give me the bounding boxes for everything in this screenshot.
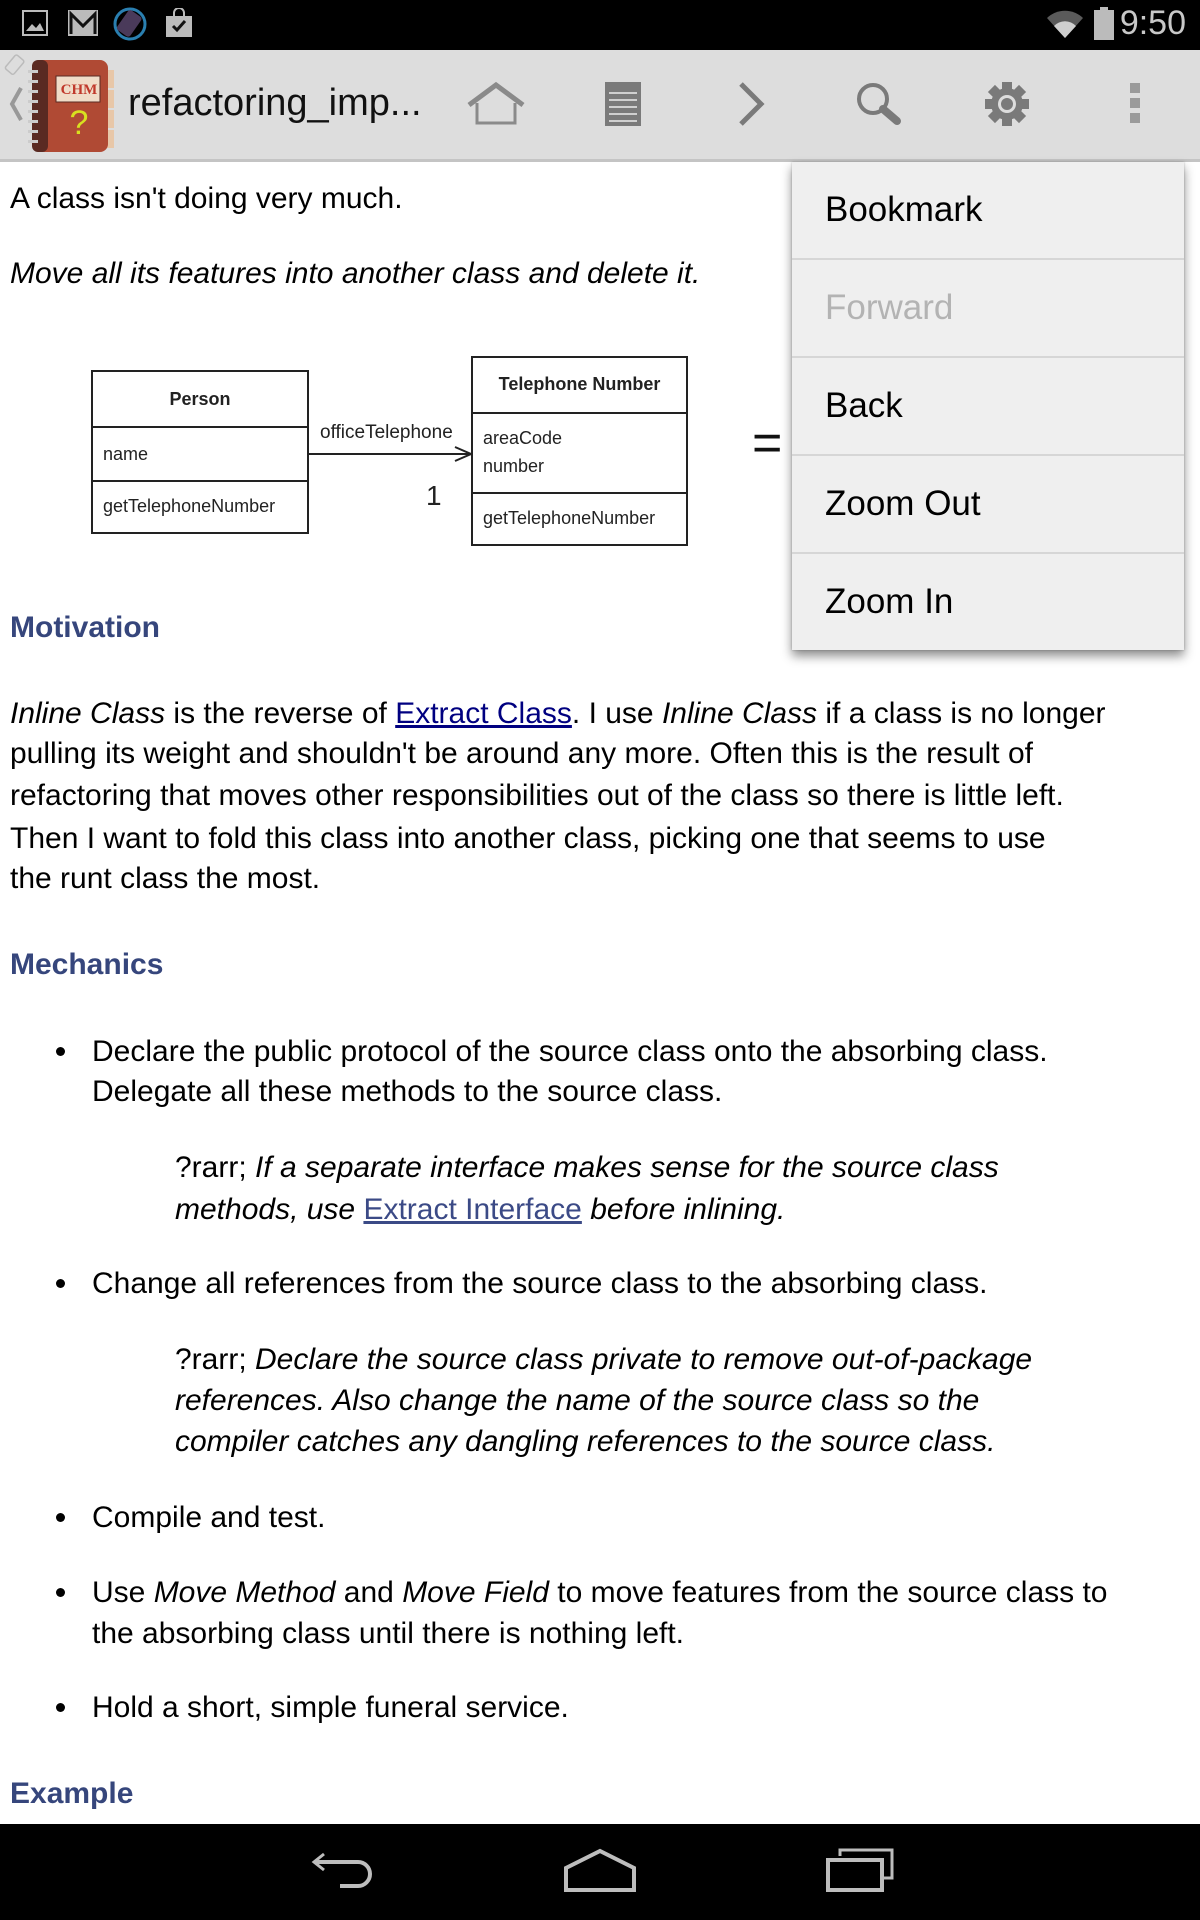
status-bar bbox=[0, 0, 1200, 50]
menu-item-back[interactable]: Back bbox=[792, 358, 1184, 456]
bullet-icon bbox=[56, 1279, 65, 1288]
bullet-icon bbox=[56, 1703, 65, 1712]
text: Declare the source class private to remove out-of-package bbox=[255, 1343, 1033, 1376]
navigation-bar bbox=[0, 1824, 1200, 1920]
wifi-icon bbox=[1045, 8, 1085, 45]
text: is the reverse of bbox=[165, 697, 396, 730]
text: Use bbox=[92, 1576, 154, 1609]
text: if a class is no longer bbox=[817, 697, 1106, 730]
toc-list-icon bbox=[605, 82, 641, 131]
telephone-attr-areacode: areaCode bbox=[483, 428, 563, 448]
forward-button[interactable] bbox=[695, 50, 807, 162]
forward-chevron-icon bbox=[737, 81, 765, 132]
nav-recent-apps-button[interactable] bbox=[780, 1824, 940, 1920]
motivation-heading: Motivation bbox=[10, 611, 160, 644]
note-2-line-3: compiler catches any dangling references to the source class. bbox=[175, 1425, 996, 1458]
home-icon bbox=[563, 1848, 637, 1897]
bullet-2-line-1: Change all references from the source class to the absorbing class. bbox=[92, 1267, 988, 1300]
telephone-attr-number: number bbox=[483, 456, 545, 476]
settings-gear-icon bbox=[985, 82, 1029, 131]
bullet-1-line-2: Delegate all these methods to the source class. bbox=[92, 1075, 723, 1108]
settings-button[interactable] bbox=[951, 50, 1063, 162]
nav-back-button[interactable] bbox=[263, 1824, 423, 1920]
clock: 9:50 bbox=[1119, 4, 1186, 42]
person-attributes: name bbox=[93, 428, 307, 482]
text: and bbox=[335, 1576, 403, 1609]
menu-item-zoom-out[interactable]: Zoom Out bbox=[792, 456, 1184, 554]
bullet-icon bbox=[56, 1047, 65, 1056]
question-glyph: ? bbox=[69, 104, 89, 142]
motivation-line-4: Then I want to fold this class into another class, picking one that seems to use bbox=[10, 822, 1046, 855]
term-move-field: Move Field bbox=[402, 1576, 549, 1609]
text: methods, use bbox=[175, 1193, 364, 1226]
search-button[interactable] bbox=[823, 50, 935, 162]
person-class-title: Person bbox=[93, 372, 307, 428]
search-icon bbox=[855, 81, 903, 132]
overflow-menu bbox=[792, 162, 1184, 650]
term-inline-class: Inline Class bbox=[10, 697, 166, 730]
extract-interface-link[interactable]: Extract Interface bbox=[363, 1193, 582, 1226]
chm-label: CHM bbox=[60, 82, 98, 98]
extract-class-link[interactable]: Extract Class bbox=[395, 697, 572, 730]
home-icon bbox=[465, 81, 527, 132]
summary-italic-text: Move all its features into another class and delete it. bbox=[10, 257, 701, 290]
mechanics-heading: Mechanics bbox=[10, 948, 164, 981]
text: before inlining. bbox=[581, 1193, 786, 1226]
text: to move features from the source class to bbox=[548, 1576, 1108, 1609]
telephone-attributes bbox=[473, 414, 686, 494]
multiplicity-label: 1 bbox=[426, 480, 442, 511]
motivation-line-2: pulling its weight and shouldn't be around any more. Often this is the result of bbox=[10, 737, 1033, 770]
term-inline-class: Inline Class bbox=[661, 697, 818, 730]
chm-app-icon[interactable] bbox=[28, 58, 116, 154]
note-2-line-1 bbox=[175, 1339, 1032, 1380]
bullet-icon bbox=[56, 1588, 65, 1597]
toc-button[interactable] bbox=[567, 50, 679, 162]
bullet-4-line-1 bbox=[92, 1572, 1107, 1613]
note-1-line-1 bbox=[175, 1147, 999, 1188]
action-bar bbox=[0, 50, 1200, 162]
motivation-line-1 bbox=[10, 693, 1106, 734]
rarr-prefix: ?rarr; bbox=[175, 1343, 256, 1376]
menu-item-zoom-in[interactable]: Zoom In bbox=[825, 582, 954, 621]
association-arrow bbox=[309, 445, 473, 465]
person-class-box bbox=[91, 370, 309, 534]
note-1-line-2 bbox=[175, 1189, 785, 1230]
bullet-1-line-1: Declare the public protocol of the source class onto the absorbing class. bbox=[92, 1035, 1048, 1068]
note-2-line-2: references. Also change the name of the source class so the bbox=[175, 1384, 980, 1417]
overflow-menu-icon bbox=[1130, 83, 1142, 130]
nav-home-button[interactable] bbox=[520, 1824, 680, 1920]
back-icon bbox=[310, 1850, 376, 1895]
bullet-4-line-2: the absorbing class until there is nothing left. bbox=[92, 1617, 685, 1650]
bullet-icon bbox=[56, 1513, 65, 1522]
telephone-methods: getTelephoneNumber bbox=[483, 508, 656, 528]
telephone-class-box bbox=[471, 356, 688, 546]
gallery-icon bbox=[22, 10, 48, 41]
gmail-icon bbox=[68, 10, 98, 41]
text: . I use bbox=[571, 697, 662, 730]
home-button[interactable] bbox=[440, 50, 552, 162]
bullet-3-line-1: Compile and test. bbox=[92, 1501, 326, 1534]
screen-rotate-icon bbox=[4, 54, 26, 81]
overflow-menu-button[interactable] bbox=[1080, 50, 1192, 162]
menu-item-forward[interactable]: Forward bbox=[792, 260, 1184, 358]
person-methods: getTelephoneNumber bbox=[103, 496, 276, 516]
example-heading: Example bbox=[10, 1777, 134, 1810]
bullet-5-line-1: Hold a short, simple funeral service. bbox=[92, 1691, 569, 1724]
term-move-method: Move Method bbox=[153, 1576, 336, 1609]
battery-icon bbox=[1093, 7, 1115, 45]
play-store-check-icon bbox=[165, 8, 193, 43]
menu-item-bookmark[interactable]: Bookmark bbox=[792, 162, 1184, 260]
motivation-line-5: the runt class the most. bbox=[10, 862, 321, 895]
summary-text: A class isn't doing very much. bbox=[10, 182, 403, 215]
text: If a separate interface makes sense for the source class bbox=[255, 1151, 999, 1184]
rarr-prefix: ?rarr; bbox=[175, 1151, 256, 1184]
refactor-arrow-symbol: = bbox=[752, 414, 783, 472]
telephone-class-title: Telephone Number bbox=[473, 358, 686, 414]
document-title: refactoring_imp... bbox=[128, 82, 422, 124]
association-label: officeTelephone bbox=[320, 422, 453, 443]
up-caret-icon[interactable] bbox=[8, 84, 24, 129]
motivation-line-3: refactoring that moves other responsibilities out of the class so there is little left. bbox=[10, 779, 1064, 812]
nexus-app-icon bbox=[112, 6, 148, 47]
recent-apps-icon bbox=[826, 1848, 894, 1897]
